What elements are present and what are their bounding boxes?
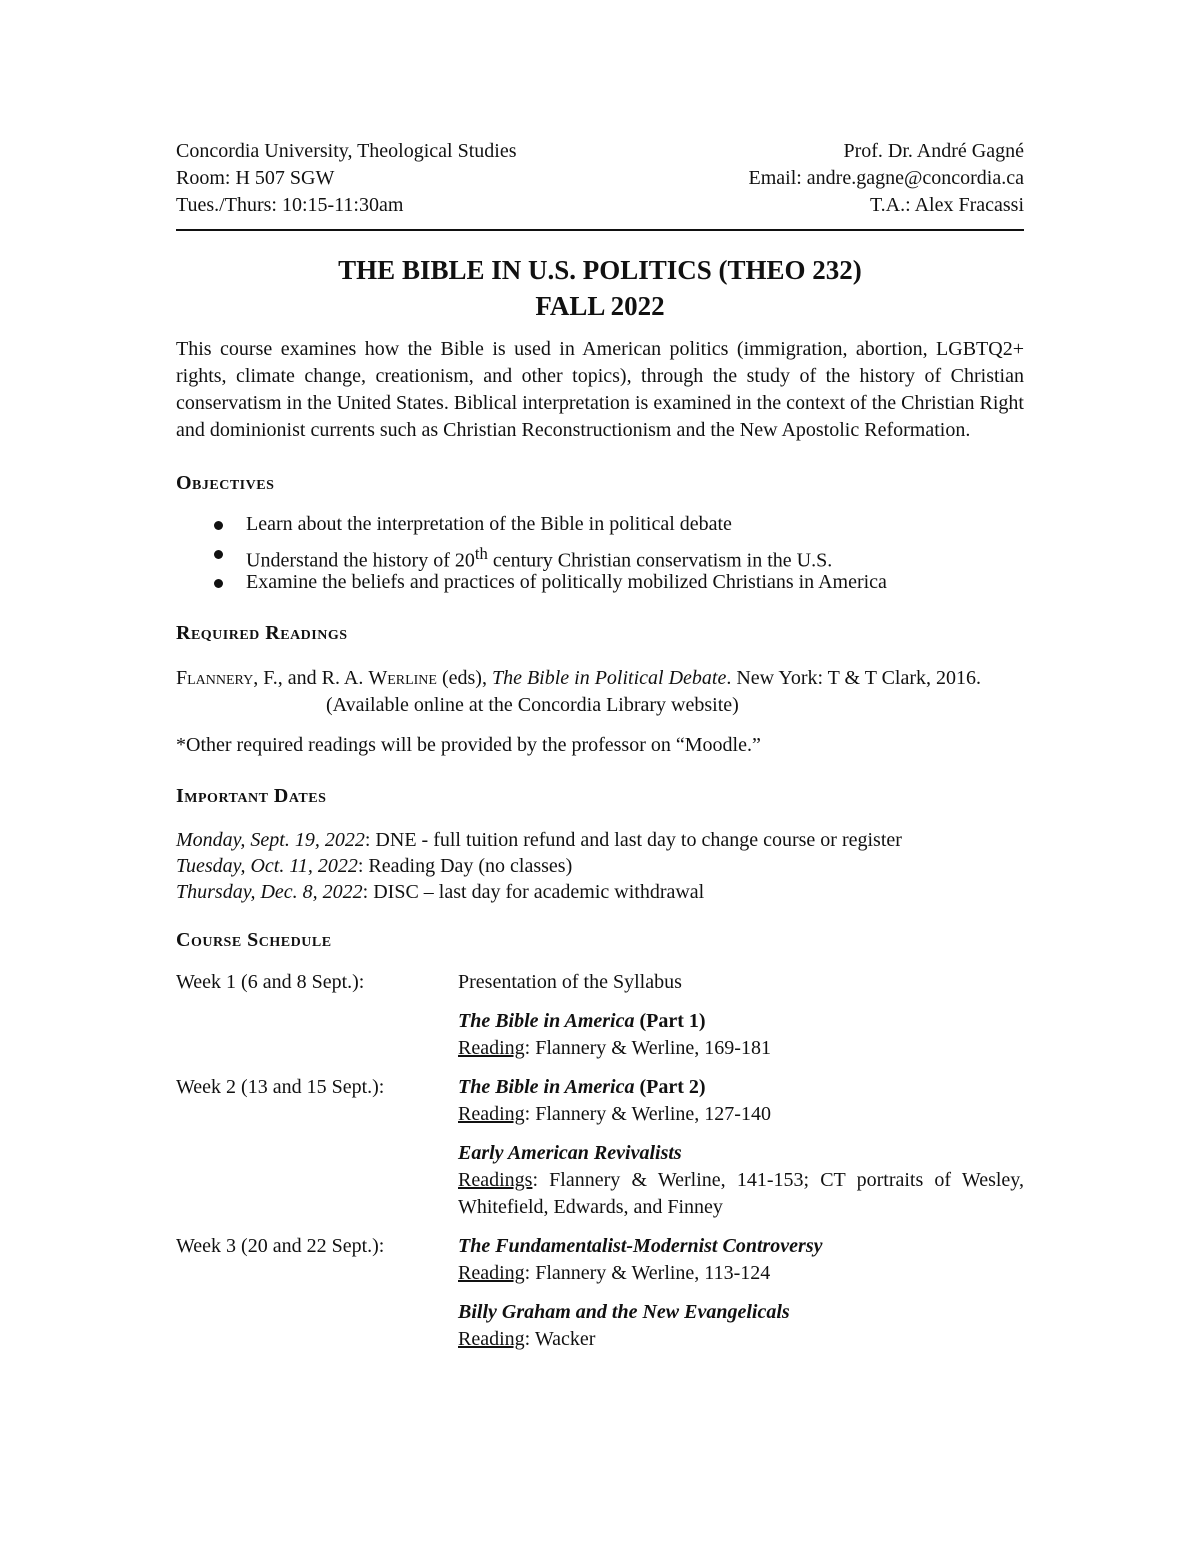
bullet-icon: [214, 579, 223, 588]
schedule-table: [176, 969, 1024, 1353]
schedule-row: [176, 1233, 1024, 1287]
course-title-line1: THE BIBLE IN U.S. POLITICS (THEO 232): [338, 255, 862, 285]
reading-reference: Flannery, F., and R. A. Werline (eds), The Bible in Political Debate. New York: T & T Clark, 2016. (Available online at the Concordia Library website): [176, 667, 982, 716]
schedule-heading: Course Schedule: [176, 929, 332, 951]
week-label: Week 1 (6 and 8 Sept.):: [176, 971, 365, 993]
topic-entry: The Bible in America (Part 1) Reading: Flannery & Werline, 169-181: [458, 1010, 771, 1059]
schedule-row: [176, 969, 1024, 996]
week-label: Week 3 (20 and 22 Sept.):: [176, 1235, 385, 1257]
email: Email: andre.gagne@concordia.ca: [748, 167, 1024, 189]
list-item: Examine the beliefs and practices of politically mobilized Christians in America: [176, 569, 1024, 598]
topic-entry: Early American Revivalists Readings: Flannery & Werline, 141-153; CT portraits of Wesley, Whitefield, Edwards, and Finney: [458, 1142, 1024, 1218]
topic-entry: Billy Graham and the New Evangelicals Reading: Wacker: [458, 1301, 790, 1350]
presentation-entry: Presentation of the Syllabus: [458, 971, 682, 993]
date-item: Thursday, Dec. 8, 2022: DISC – last day for academic withdrawal: [176, 881, 705, 903]
header-divider: [176, 229, 1024, 231]
dates-list: [176, 827, 1024, 905]
course-info: [176, 138, 517, 219]
room: Room: H 507 SGW: [176, 167, 335, 189]
schedule-row: [176, 1074, 1024, 1128]
date-item: Monday, Sept. 19, 2022: DNE - full tuition refund and last day to change course or register: [176, 829, 902, 851]
date-item: Tuesday, Oct. 11, 2022: Reading Day (no classes): [176, 855, 573, 877]
dates-heading: Important Dates: [176, 785, 327, 807]
bullet-icon: [214, 550, 223, 559]
readings-heading: Required Readings: [176, 622, 348, 644]
topic-entry: The Bible in America (Part 2) Reading: Flannery & Werline, 127-140: [458, 1076, 771, 1125]
institution: Concordia University, Theological Studies: [176, 140, 517, 162]
course-description: This course examines how the Bible is used in American politics (immigration, abortion, LGBTQ2+ rights, climate change, creationism, and other topics), through the study of the history of Christian conservatism in the United States. Biblical interpretation is examined in the context of the Christian Right and dominionist currents such as Christian Reconstructionism and the New Apostolic Reformation.: [176, 338, 1024, 441]
list-item: Learn about the interpretation of the Bible in political debate: [176, 511, 1024, 540]
list-item: Understand the history of 20th century Christian conservatism in the U.S.: [176, 540, 1024, 569]
schedule-time: Tues./Thurs: 10:15-11:30am: [176, 194, 404, 216]
topic-entry: The Fundamentalist-Modernist Controversy Reading: Flannery & Werline, 113-124: [458, 1235, 823, 1284]
instructor-info: [748, 138, 1024, 219]
course-title-line2: FALL 2022: [535, 291, 665, 321]
schedule-row: [176, 1299, 1024, 1353]
week-label: Week 2 (13 and 15 Sept.):: [176, 1076, 385, 1098]
course-header: [176, 138, 1024, 219]
professor: Prof. Dr. André Gagné: [843, 140, 1024, 162]
syllabus-page: [176, 138, 1024, 1353]
objectives-list: [176, 511, 1024, 598]
course-title: [176, 252, 1024, 324]
readings-note: *Other required readings will be provided by the professor on “Moodle.”: [176, 734, 761, 756]
bullet-icon: [214, 521, 223, 530]
schedule-row: [176, 1140, 1024, 1221]
objectives-heading: Objectives: [176, 472, 275, 494]
teaching-assistant: T.A.: Alex Fracassi: [869, 194, 1024, 216]
schedule-row: [176, 1008, 1024, 1062]
